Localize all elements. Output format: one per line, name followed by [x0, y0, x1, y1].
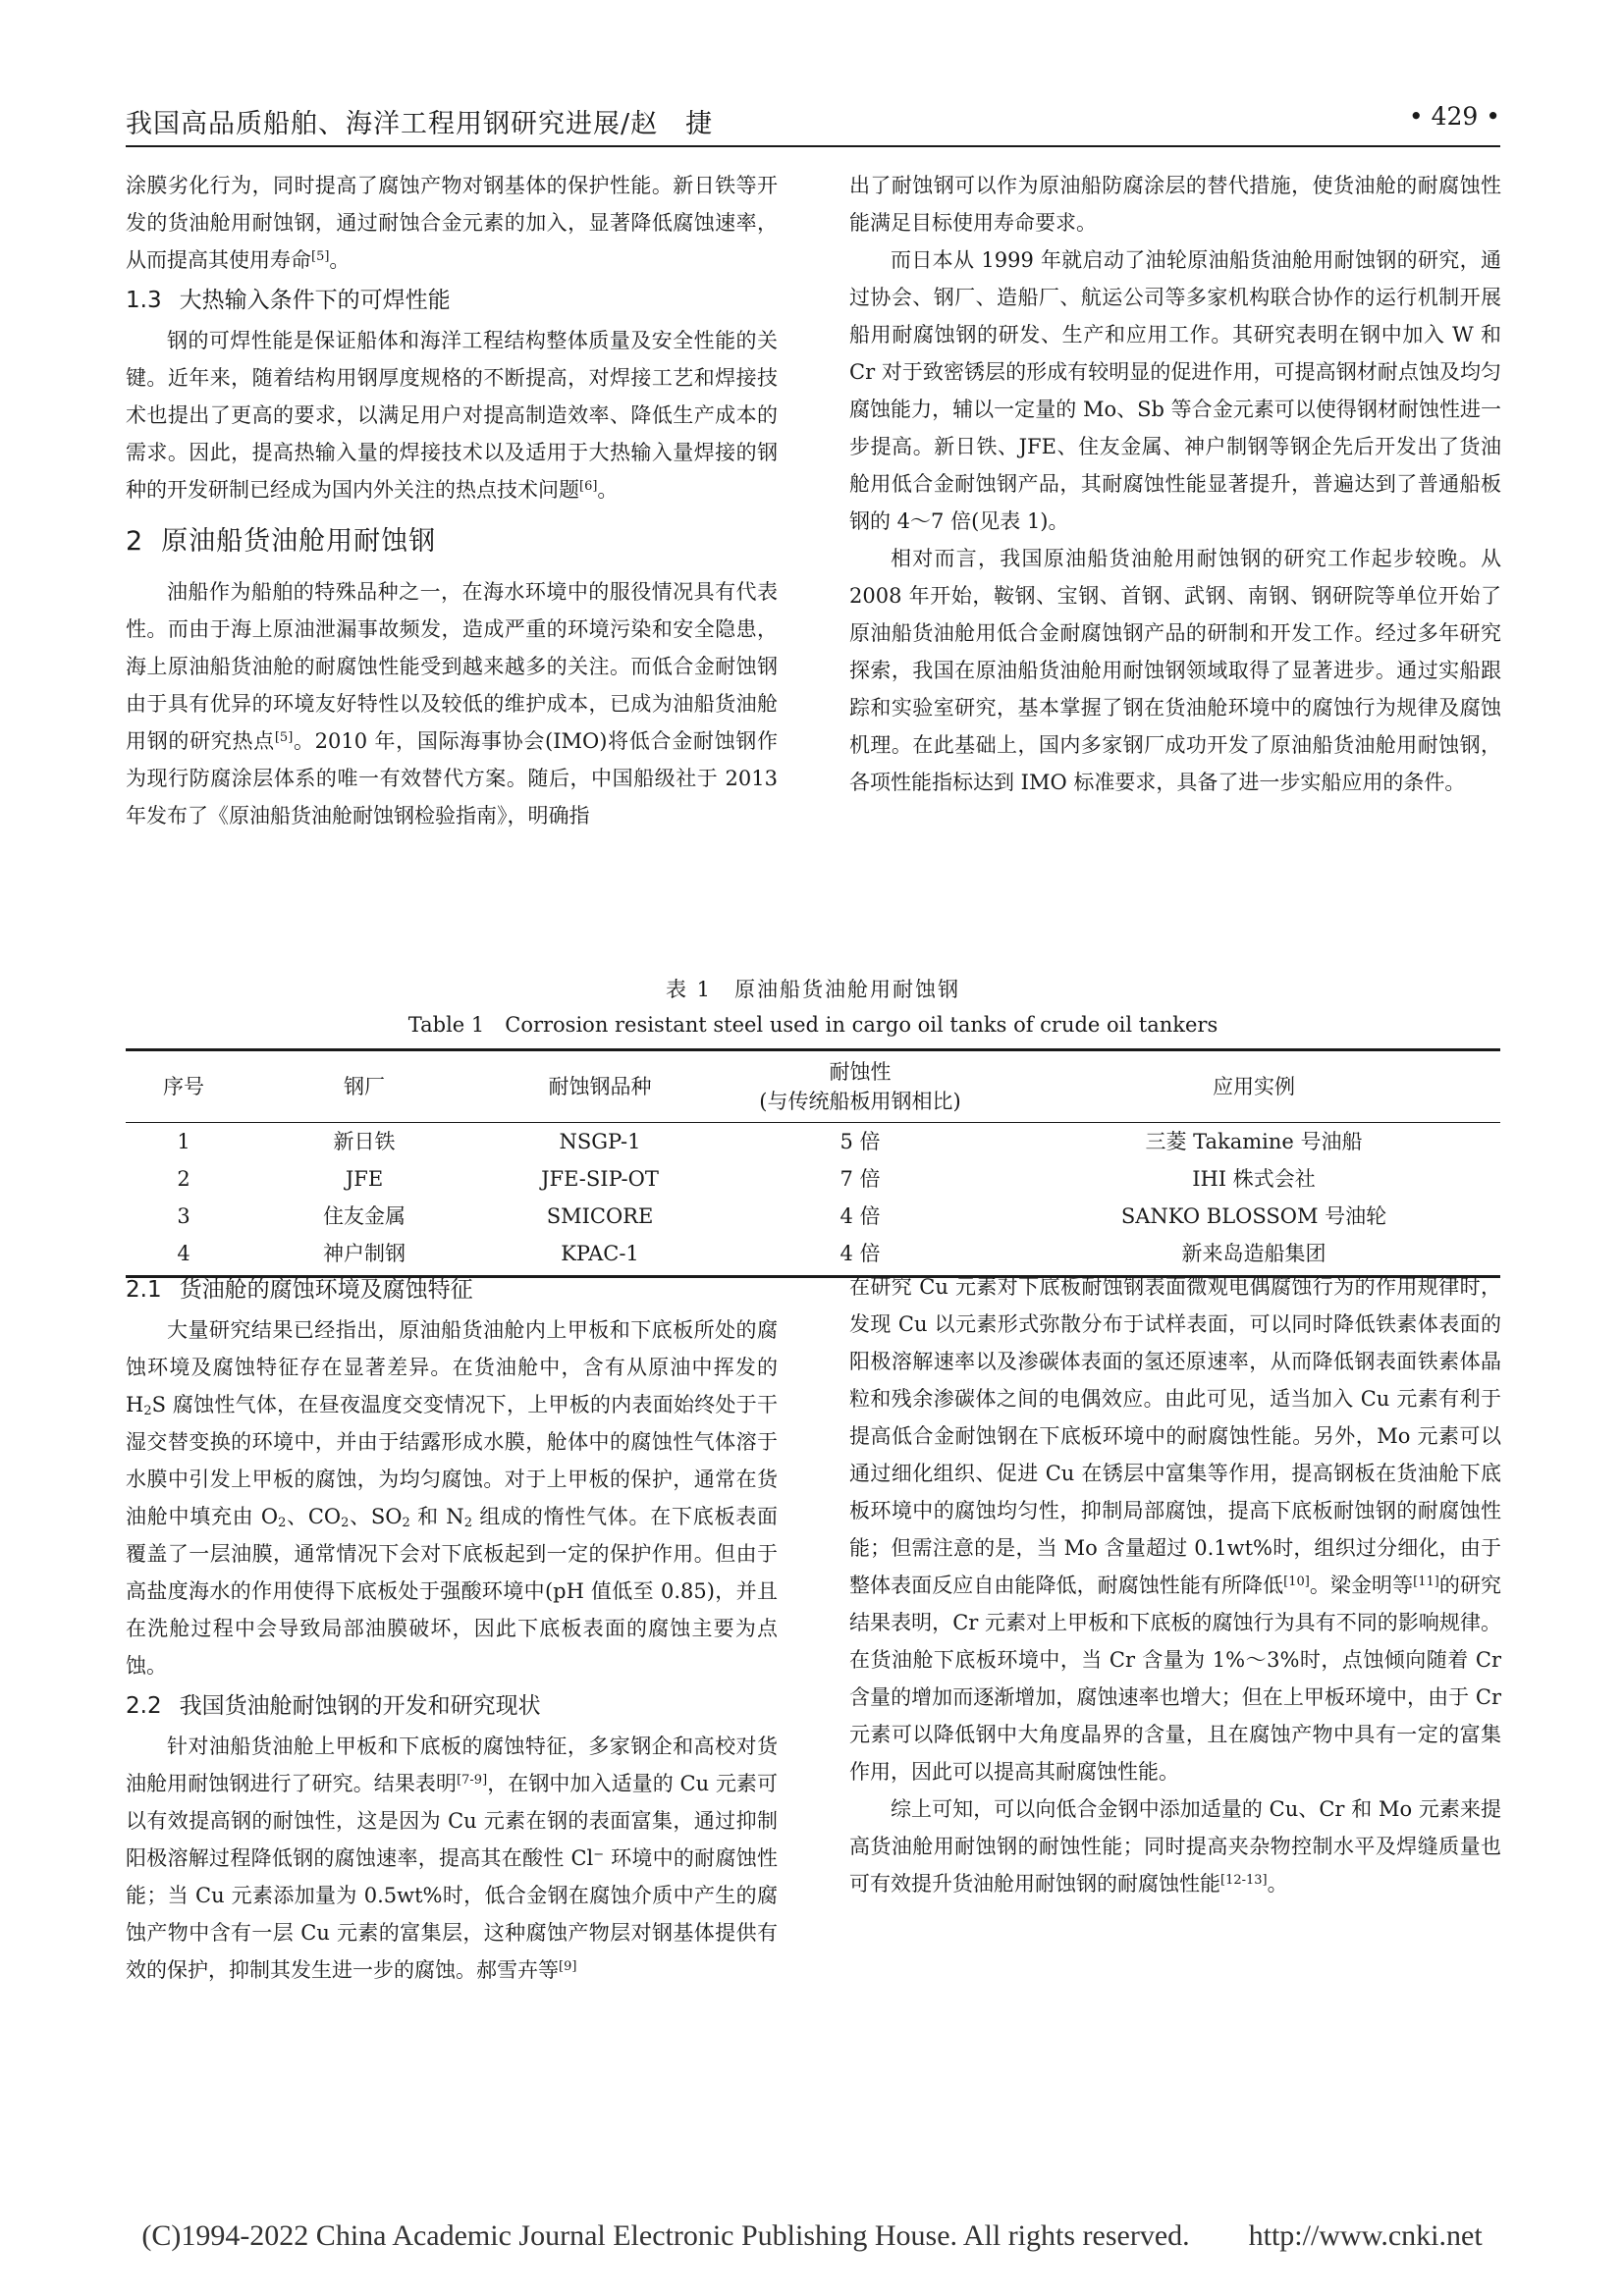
table-row — [126, 1160, 1500, 1198]
table-header: 应用实例 — [1007, 1050, 1500, 1123]
table-caption-cn: 表 1 原油船货油舱用耐蚀钢 — [665, 978, 961, 1001]
paragraph: 涂膜劣化行为，同时提高了腐蚀产物对钢基体的保护性能。新日铁等开发的货油舱用耐蚀钢，通过耐蚀合金元素的加入，显著降低腐蚀速率，从而提高其使用寿命[5]。 — [126, 174, 778, 272]
table-cell: 4 倍 — [839, 1204, 881, 1228]
table-cell: NSGP-1 — [559, 1130, 641, 1153]
citation: [5] — [274, 730, 294, 745]
citation: [5] — [311, 249, 330, 264]
section-heading-2: 2 原油船货油舱用耐蚀钢 — [126, 526, 437, 557]
right-column-bottom — [849, 1268, 1501, 1902]
running-header — [126, 102, 1500, 145]
table-row — [126, 1198, 1500, 1235]
section-heading-2-1: 2.1 货油舱的腐蚀环境及腐蚀特征 — [126, 1277, 473, 1303]
table-1 — [126, 1048, 1500, 1278]
table-cell: SMICORE — [546, 1204, 654, 1228]
paragraph: 油船作为船舶的特殊品种之一，在海水环境中的服役情况具有代表性。而由于海上原油泄漏事故频发，造成严重的环境污染和安全隐患，海上原油船货油舱的耐腐蚀性能受到越来越多的关注。而低合金耐蚀钢由于具有优异的环境友好特性以及较低的维护成本，已成为油船货油舱用钢的研究热点[5]。2010 年，国际海事协会(IMO)将低合金耐蚀钢作为现行防腐涂层体系的唯一有效替代方案。随后，中国船级社于 2013 年发布了《原油船货油舱耐蚀钢检验指南》，明确指 — [126, 580, 778, 828]
citation: [6] — [579, 479, 598, 494]
table-cell: 5 倍 — [839, 1130, 881, 1153]
table-row — [126, 1123, 1500, 1161]
table-cell: 4 倍 — [713, 1235, 1007, 1277]
table-cell: 3 — [177, 1204, 190, 1228]
paragraph: 而日本从 1999 年就启动了油轮原油船货油舱用耐蚀钢的研究，通过协会、钢厂、造船厂、航运公司等多家机构联合协作的运行机制开展船用耐腐蚀钢的研发、生产和应用工作。其研究表明在钢中加入 W 和 Cr 对于致密锈层的形成有较明显的促进作用，可提高钢材耐点蚀及均匀腐蚀能力，辅以一定量的 Mo、Sb 等合金元素可以使得钢材耐蚀性进一步提高。新日铁、JFE、住友金属、神户制钢等钢企先后开发出了货油舱用低合金耐蚀钢产品，其耐腐蚀性能显著提升，普遍达到了普通船板钢的 4～7 倍(见表 1)。 — [849, 248, 1501, 533]
table-cell: 新日铁 — [333, 1130, 396, 1153]
citation: [7-9] — [457, 1773, 488, 1788]
citation: [11] — [1413, 1575, 1439, 1589]
paragraph: 钢的可焊性能是保证船体和海洋工程结构整体质量及安全性能的关键。近年来，随着结构用钢厚度规格的不断提高，对焊接工艺和焊接技术也提出了更高的要求，以满足用户对提高制造效率、降低生产成本的需求。因此，提高热输入量的焊接技术以及适用于大热输入量焊接的钢种的开发研制已经成为国内外关注的热点技术问题[6]。 — [126, 329, 778, 502]
paragraph: 在研究 Cu 元素对下底板耐蚀钢表面微观电偶腐蚀行为的作用规律时，发现 Cu 以元素形式弥散分布于试样表面，可以同时降低铁素体表面的阳极溶解速率以及渗碳体表面的氢还原速率，从而降低钢表面铁素体晶粒和残余渗碳体之间的电偶效应。由此可见，适当加入 Cu 元素有利于提高低合金耐蚀钢在下底板环境中的耐腐蚀性能。另外，Mo 元素可以通过细化组织、促进 Cu 在锈层中富集等作用，提高钢板在货油舱下底板环境中的腐蚀均匀性，抑制局部腐蚀，提高下底板耐蚀钢的耐腐蚀性能；但需注意的是，当 Mo 含量超过 0.1wt%时，组织过分细化，由于整体表面反应自由能降低，耐腐蚀性能有所降低[10]。梁金明等[11]的研究结果表明，Cr 元素对上甲板和下底板的腐蚀行为具有不同的影响规律。在货油舱下底板环境中，当 Cr 含量为 1%～3%时，点蚀倾向随着 Cr 含量的增加而逐渐增加，腐蚀速率也增大；但在上甲板环境中，由于 Cr 元素可以降低钢中大角度晶界的含量，且在腐蚀产物中具有一定的富集作用，因此可以提高其耐腐蚀性能。 — [849, 1275, 1502, 1784]
section-heading-2-2: 2.2 我国货油舱耐蚀钢的开发和研究现状 — [126, 1693, 541, 1719]
running-title: 我国高品质船舶、海洋工程用钢研究进展/赵 捷 — [126, 109, 714, 139]
table-header: 钢厂 — [242, 1050, 487, 1123]
table-cell: JFE — [345, 1167, 384, 1191]
table-cell: 7 倍 — [839, 1167, 881, 1191]
citation: [9] — [559, 1959, 577, 1974]
table-cell: IHI 株式会社 — [1192, 1167, 1316, 1191]
table-cell: 住友金属 — [323, 1204, 406, 1228]
citation: [10] — [1283, 1575, 1310, 1589]
table-cell: 4 — [126, 1235, 242, 1277]
right-column-top — [849, 167, 1501, 801]
page-number: • 429 • — [1408, 102, 1500, 131]
paragraph: 综上可知，可以向低合金钢中添加适量的 Cu、Cr 和 Mo 元素来提高货油舱用耐蚀钢的耐蚀性能；同时提高夹杂物控制水平及焊缝质量也可有效提升货油舱用耐蚀钢的耐腐蚀性能[12-13]。 — [849, 1797, 1501, 1896]
paragraph: 相对而言，我国原油船货油舱用耐蚀钢的研究工作起步较晚。从 2008 年开始，鞍钢、宝钢、首钢、武钢、南钢、钢研院等单位开始了原油船货油舱用低合金耐腐蚀钢产品的研制和开发工作。经过多年研究探索，我国在原油船货油舱用耐蚀钢领域取得了显著进步。通过实船跟踪和实验室研究，基本掌握了钢在货油舱环境中的腐蚀行为规律及腐蚀机理。在此基础上，国内多家钢厂成功开发了原油船货油舱用耐蚀钢，各项性能指标达到 IMO 标准要求，具备了进一步实船应用的条件。 — [849, 547, 1501, 794]
table-header: 序号 — [126, 1050, 242, 1123]
left-column-top — [126, 167, 778, 834]
table-cell: 神户制钢 — [242, 1235, 487, 1277]
table-cell: KPAC-1 — [487, 1235, 713, 1277]
table-caption-en: Table 1 Corrosion resistant steel used in cargo oil tanks of crude oil tankers — [407, 1013, 1218, 1037]
paragraph: 大量研究结果已经指出，原油船货油舱内上甲板和下底板所处的腐蚀环境及腐蚀特征存在显著差异。在货油舱中，含有从原油中挥发的 $H_2S$ 腐蚀性气体，在昼夜温度交变情况下，上甲板的内表面始终处于干湿交替变换的环境中，并由于结露形成水膜，舱体中的腐蚀性气体溶于水膜中引发上甲板的腐蚀，为均匀腐蚀。对于上甲板的保护，通常在货油舱中填充由 $O_2$、$CO_2$、$SO_2$ 和 $N_2$ 组成的惰性气体。在下底板表面覆盖了一层油膜，通常情况下会对下底板起到一定的保护作用。但由于高盐度海水的作用使得下底板处于强酸环境中(pH 值低至 0.85)，并且在洗舱过程中会导致局部油膜破坏，因此下底板表面的腐蚀主要为点蚀。 — [126, 1318, 778, 1678]
left-column-bottom — [126, 1268, 778, 1989]
table-cell: 新来岛造船集团 — [1007, 1235, 1500, 1277]
paragraph: 出了耐蚀钢可以作为原油船防腐涂层的替代措施，使货油舱的耐腐蚀性能满足目标使用寿命要求。 — [849, 174, 1501, 235]
section-heading-1-3: 1.3 大热输入条件下的可焊性能 — [126, 288, 451, 313]
header-rule — [126, 145, 1500, 147]
paragraph: 针对油船货油舱上甲板和下底板的腐蚀特征，多家钢企和高校对货油舱用耐蚀钢进行了研究。结果表明[7-9]，在钢中加入适量的 Cu 元素可以有效提高钢的耐蚀性，这是因为 Cu 元素在钢的表面富集，通过抑制阳极溶解过程降低钢的腐蚀速率，提高其在酸性 Cl− 环境中的耐腐蚀性能；当 Cu 元素添加量为 0.5wt%时，低合金钢在腐蚀介质中产生的腐蚀产物中含有一层 Cu 元素的富集层，这种腐蚀产物层对钢基体提供有效的保护，抑制其发生进一步的腐蚀。郝雪卉等[9] — [126, 1735, 779, 1982]
table-cell: JFE-SIP-OT — [541, 1167, 659, 1191]
table-cell: SANKO BLOSSOM 号油轮 — [1120, 1204, 1387, 1228]
table-cell: 2 — [177, 1167, 190, 1191]
table-cell: 三菱 Takamine 号油船 — [1145, 1130, 1363, 1153]
copyright-footer: (C)1994-2022 China Academic Journal Electronic Publishing House. All rights reserved. http://www.cnki.net — [141, 2219, 1483, 2252]
citation: [12-13] — [1220, 1873, 1268, 1888]
table-cell: 1 — [177, 1130, 190, 1153]
table-header: 耐蚀钢品种 — [487, 1050, 713, 1123]
table-header: 耐蚀性 (与传统船板用钢相比) — [713, 1050, 1007, 1123]
